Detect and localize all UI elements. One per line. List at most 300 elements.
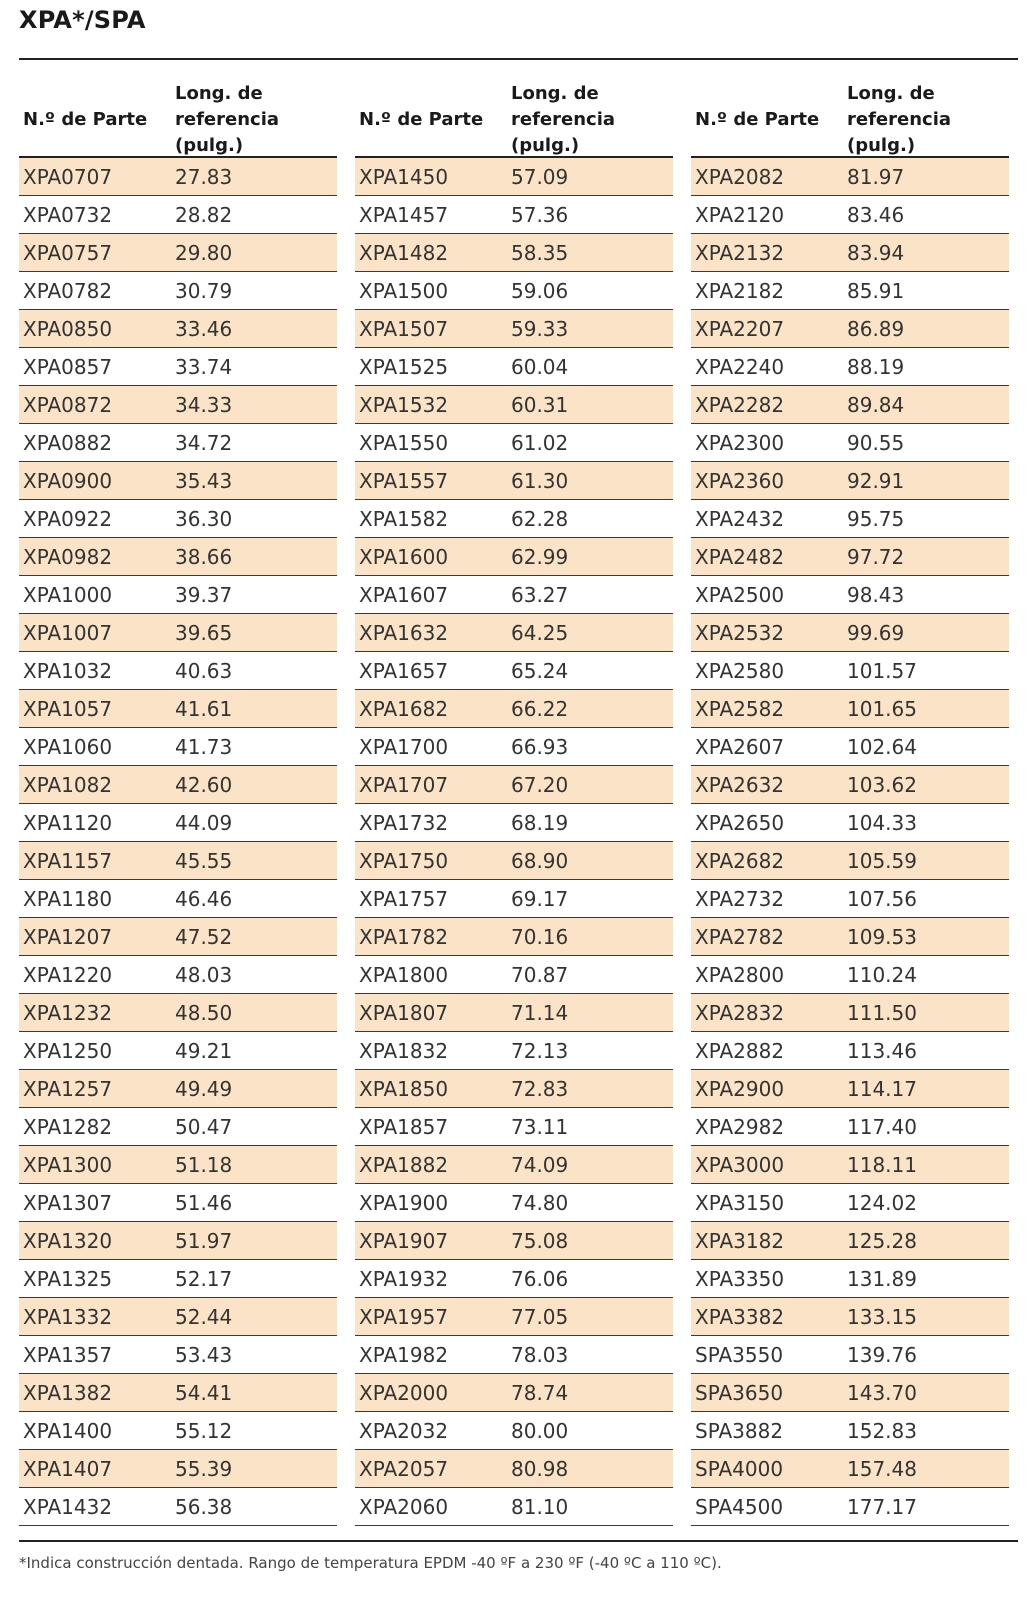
reference-length-cell: 59.33 [511,316,569,341]
reference-length-cell: 118.11 [847,1152,917,1177]
table-row [355,538,673,576]
parts-table-2 [355,84,673,1526]
part-number-cell: XPA1232 [23,1000,113,1025]
reference-length-cell: 34.72 [175,430,233,455]
part-number-cell: XPA1982 [359,1342,449,1367]
table-row [19,728,337,766]
table-row [19,956,337,994]
part-number-cell: SPA3650 [695,1380,784,1405]
table-row [691,386,1009,424]
part-number-cell: XPA1325 [23,1266,113,1291]
part-number-cell: XPA2282 [695,392,785,417]
part-number-cell: XPA1782 [359,924,449,949]
reference-length-cell: 75.08 [511,1228,569,1253]
reference-length-cell: 105.59 [847,848,917,873]
part-number-cell: XPA2832 [695,1000,785,1025]
header-part-number: N.º de Parte [359,109,484,130]
table-row [691,1146,1009,1184]
table-header [691,84,1009,158]
part-number-cell: XPA1257 [23,1076,113,1101]
reference-length-cell: 77.05 [511,1304,569,1329]
reference-length-cell: 53.43 [175,1342,233,1367]
table-row [355,1108,673,1146]
reference-length-cell: 49.49 [175,1076,233,1101]
table-row [19,842,337,880]
part-number-cell: XPA2120 [695,202,785,227]
part-number-cell: XPA1450 [359,164,449,189]
reference-length-cell: 74.80 [511,1190,569,1215]
part-number-cell: XPA1382 [23,1380,113,1405]
part-number-cell: XPA1082 [23,772,113,797]
reference-length-cell: 86.89 [847,316,905,341]
table-row [355,1412,673,1450]
part-number-cell: XPA0850 [23,316,113,341]
reference-length-cell: 139.76 [847,1342,917,1367]
table-row [19,1032,337,1070]
part-number-cell: XPA1807 [359,1000,449,1025]
part-number-cell: XPA0782 [23,278,113,303]
table-row [355,234,673,272]
table-row [19,1260,337,1298]
reference-length-cell: 113.46 [847,1038,917,1063]
table-row [691,1412,1009,1450]
table-row [355,158,673,196]
reference-length-cell: 71.14 [511,1000,569,1025]
table-row [355,1336,673,1374]
part-number-cell: XPA2650 [695,810,785,835]
reference-length-cell: 42.60 [175,772,233,797]
reference-length-cell: 80.00 [511,1418,569,1443]
header-length-line2: referencia (pulg.) [847,109,952,156]
part-number-cell: XPA1332 [23,1304,113,1329]
part-number-cell: SPA3882 [695,1418,784,1443]
table-row [691,1450,1009,1488]
table-row [19,462,337,500]
reference-length-cell: 68.90 [511,848,569,873]
part-number-cell: XPA1732 [359,810,449,835]
part-number-cell: XPA1525 [359,354,449,379]
part-number-cell: XPA3000 [695,1152,785,1177]
header-reference-length [511,84,673,156]
reference-length-cell: 49.21 [175,1038,233,1063]
table-row [19,652,337,690]
reference-length-cell: 66.93 [511,734,569,759]
reference-length-cell: 72.83 [511,1076,569,1101]
reference-length-cell: 99.69 [847,620,905,645]
part-number-cell: XPA3382 [695,1304,785,1329]
part-number-cell: XPA1957 [359,1304,449,1329]
table-row [355,386,673,424]
reference-length-cell: 68.19 [511,810,569,835]
table-row [355,1488,673,1526]
part-number-cell: XPA2900 [695,1076,785,1101]
part-number-cell: XPA1300 [23,1152,113,1177]
table-row [691,348,1009,386]
reference-length-cell: 45.55 [175,848,233,873]
reference-length-cell: 41.73 [175,734,233,759]
reference-length-cell: 52.17 [175,1266,233,1291]
reference-length-cell: 33.74 [175,354,233,379]
part-number-cell: XPA2982 [695,1114,785,1139]
table-row [19,348,337,386]
reference-length-cell: 50.47 [175,1114,233,1139]
part-number-cell: XPA1582 [359,506,449,531]
table-row [691,1374,1009,1412]
part-number-cell: XPA1207 [23,924,113,949]
table-row [691,956,1009,994]
header-length-line1: Long. de [847,83,935,104]
part-number-cell: XPA1007 [23,620,113,645]
part-number-cell: XPA0732 [23,202,113,227]
reference-length-cell: 39.37 [175,582,233,607]
part-number-cell: XPA1180 [23,886,113,911]
part-number-cell: XPA2057 [359,1456,449,1481]
table-row [355,424,673,462]
reference-length-cell: 61.02 [511,430,569,455]
table-row [355,1374,673,1412]
reference-length-cell: 74.09 [511,1152,569,1177]
reference-length-cell: 103.62 [847,772,917,797]
table-row [19,880,337,918]
reference-length-cell: 89.84 [847,392,905,417]
table-row [691,918,1009,956]
reference-length-cell: 125.28 [847,1228,917,1253]
reference-length-cell: 29.80 [175,240,233,265]
table-row [19,576,337,614]
reference-length-cell: 88.19 [847,354,905,379]
part-number-cell: XPA2682 [695,848,785,873]
table-row [19,1298,337,1336]
table-header [355,84,673,158]
table-row [691,1488,1009,1526]
part-number-cell: XPA1532 [359,392,449,417]
reference-length-cell: 62.99 [511,544,569,569]
reference-length-cell: 104.33 [847,810,917,835]
reference-length-cell: 157.48 [847,1456,917,1481]
part-number-cell: XPA1432 [23,1494,113,1519]
part-number-cell: XPA2000 [359,1380,449,1405]
reference-length-cell: 73.11 [511,1114,569,1139]
table-row [691,1108,1009,1146]
table-row [691,538,1009,576]
table-row [355,196,673,234]
table-row [19,690,337,728]
table-row [691,842,1009,880]
part-number-cell: XPA2207 [695,316,785,341]
part-number-cell: XPA3182 [695,1228,785,1253]
table-row [19,1146,337,1184]
table-row [691,1032,1009,1070]
table-row [691,1184,1009,1222]
part-number-cell: XPA2482 [695,544,785,569]
part-number-cell: XPA1882 [359,1152,449,1177]
reference-length-cell: 109.53 [847,924,917,949]
table-row [355,956,673,994]
reference-length-cell: 56.38 [175,1494,233,1519]
reference-length-cell: 60.04 [511,354,569,379]
table-row [19,918,337,956]
part-number-cell: XPA1657 [359,658,449,683]
reference-length-cell: 44.09 [175,810,233,835]
reference-length-cell: 81.97 [847,164,905,189]
part-number-cell: XPA1407 [23,1456,113,1481]
header-length-line1: Long. de [175,83,263,104]
reference-length-cell: 51.97 [175,1228,233,1253]
reference-length-cell: 67.20 [511,772,569,797]
part-number-cell: XPA1457 [359,202,449,227]
part-number-cell: XPA1000 [23,582,113,607]
part-number-cell: XPA2240 [695,354,785,379]
part-number-cell: XPA1482 [359,240,449,265]
part-number-cell: XPA1550 [359,430,449,455]
part-number-cell: XPA2782 [695,924,785,949]
table-row [691,690,1009,728]
part-number-cell: XPA1707 [359,772,449,797]
part-number-cell: XPA0872 [23,392,113,417]
reference-length-cell: 101.65 [847,696,917,721]
footnote: *Indica construcción dentada. Rango de temperatura EPDM -40 ºF a 230 ºF (-40 ºC a 110 ºC). [19,1554,722,1572]
table-row [19,1222,337,1260]
part-number-cell: XPA2132 [695,240,785,265]
table-row [355,462,673,500]
table-row [691,880,1009,918]
reference-length-cell: 61.30 [511,468,569,493]
reference-length-cell: 92.91 [847,468,905,493]
part-number-cell: XPA2607 [695,734,785,759]
reference-length-cell: 133.15 [847,1304,917,1329]
reference-length-cell: 57.09 [511,164,569,189]
reference-length-cell: 85.91 [847,278,905,303]
part-number-cell: XPA1307 [23,1190,113,1215]
reference-length-cell: 35.43 [175,468,233,493]
reference-length-cell: 34.33 [175,392,233,417]
table-row [691,804,1009,842]
table-row [19,386,337,424]
part-number-cell: XPA1557 [359,468,449,493]
reference-length-cell: 64.25 [511,620,569,645]
part-number-cell: XPA1932 [359,1266,449,1291]
part-number-cell: XPA1060 [23,734,113,759]
reference-length-cell: 59.06 [511,278,569,303]
header-reference-length [847,84,1009,156]
reference-length-cell: 55.12 [175,1418,233,1443]
part-number-cell: XPA1750 [359,848,449,873]
table-row [355,842,673,880]
part-number-cell: XPA2300 [695,430,785,455]
part-number-cell: XPA2060 [359,1494,449,1519]
table-row [19,994,337,1032]
reference-length-cell: 63.27 [511,582,569,607]
table-row [19,1488,337,1526]
reference-length-cell: 54.41 [175,1380,233,1405]
table-row [355,348,673,386]
reference-length-cell: 80.98 [511,1456,569,1481]
part-number-cell: SPA4000 [695,1456,784,1481]
parts-table-1 [19,84,337,1526]
reference-length-cell: 55.39 [175,1456,233,1481]
part-number-cell: XPA2582 [695,696,785,721]
reference-length-cell: 76.06 [511,1266,569,1291]
table-row [355,614,673,652]
part-number-cell: XPA1607 [359,582,449,607]
reference-length-cell: 62.28 [511,506,569,531]
reference-length-cell: 114.17 [847,1076,917,1101]
part-number-cell: XPA1800 [359,962,449,987]
reference-length-cell: 27.83 [175,164,233,189]
table-row [691,196,1009,234]
reference-length-cell: 83.46 [847,202,905,227]
part-number-cell: XPA2182 [695,278,785,303]
part-number-cell: SPA4500 [695,1494,784,1519]
reference-length-cell: 58.35 [511,240,569,265]
table-row [691,994,1009,1032]
table-header [19,84,337,158]
reference-length-cell: 65.24 [511,658,569,683]
table-row [19,1184,337,1222]
part-number-cell: XPA1120 [23,810,113,835]
part-number-cell: XPA0922 [23,506,113,531]
part-number-cell: SPA3550 [695,1342,784,1367]
table-row [691,462,1009,500]
part-number-cell: XPA2360 [695,468,785,493]
part-number-cell: XPA3350 [695,1266,785,1291]
table-row [355,728,673,766]
parts-table-3 [691,84,1009,1526]
reference-length-cell: 48.03 [175,962,233,987]
reference-length-cell: 38.66 [175,544,233,569]
reference-length-cell: 51.46 [175,1190,233,1215]
table-row [691,234,1009,272]
table-row [691,310,1009,348]
part-number-cell: XPA1600 [359,544,449,569]
table-row [19,1374,337,1412]
table-row [19,234,337,272]
part-number-cell: XPA1400 [23,1418,113,1443]
header-part-number: N.º de Parte [23,109,148,130]
table-row [19,614,337,652]
table-row [19,158,337,196]
table-row [355,652,673,690]
table-row [691,424,1009,462]
reference-length-cell: 124.02 [847,1190,917,1215]
reference-length-cell: 107.56 [847,886,917,911]
part-number-cell: XPA1832 [359,1038,449,1063]
part-number-cell: XPA1220 [23,962,113,987]
part-number-cell: XPA2580 [695,658,785,683]
part-number-cell: XPA0707 [23,164,113,189]
part-number-cell: XPA2532 [695,620,785,645]
reference-length-cell: 28.82 [175,202,233,227]
page-title: XPA*/SPA [19,6,146,34]
part-number-cell: XPA2632 [695,772,785,797]
table-row [355,690,673,728]
header-length-line1: Long. de [511,83,599,104]
table-row [691,766,1009,804]
reference-length-cell: 47.52 [175,924,233,949]
table-row [355,1070,673,1108]
reference-length-cell: 117.40 [847,1114,917,1139]
part-number-cell: XPA2432 [695,506,785,531]
reference-length-cell: 83.94 [847,240,905,265]
part-number-cell: XPA1282 [23,1114,113,1139]
table-row [355,272,673,310]
header-reference-length [175,84,337,156]
table-row [355,994,673,1032]
header-part-number: N.º de Parte [695,109,820,130]
table-row [691,1336,1009,1374]
bottom-divider [19,1540,1018,1542]
part-number-cell: XPA3150 [695,1190,785,1215]
table-row [19,1450,337,1488]
reference-length-cell: 48.50 [175,1000,233,1025]
table-row [691,1222,1009,1260]
table-row [19,766,337,804]
table-row [355,918,673,956]
table-row [19,310,337,348]
part-number-cell: XPA1907 [359,1228,449,1253]
reference-length-cell: 69.17 [511,886,569,911]
part-number-cell: XPA1032 [23,658,113,683]
reference-length-cell: 102.64 [847,734,917,759]
table-row [355,310,673,348]
part-number-cell: XPA1320 [23,1228,113,1253]
reference-length-cell: 81.10 [511,1494,569,1519]
table-row [355,500,673,538]
reference-length-cell: 111.50 [847,1000,917,1025]
table-row [19,538,337,576]
part-number-cell: XPA1757 [359,886,449,911]
reference-length-cell: 152.83 [847,1418,917,1443]
reference-length-cell: 40.63 [175,658,233,683]
table-row [19,500,337,538]
part-number-cell: XPA0757 [23,240,113,265]
part-number-cell: XPA2800 [695,962,785,987]
part-number-cell: XPA2732 [695,886,785,911]
part-number-cell: XPA1632 [359,620,449,645]
reference-length-cell: 72.13 [511,1038,569,1063]
reference-length-cell: 143.70 [847,1380,917,1405]
table-row [691,1070,1009,1108]
reference-length-cell: 57.36 [511,202,569,227]
part-number-cell: XPA1850 [359,1076,449,1101]
reference-length-cell: 36.30 [175,506,233,531]
table-row [355,1298,673,1336]
header-length-line2: referencia (pulg.) [511,109,616,156]
table-row [19,1336,337,1374]
part-number-cell: XPA2032 [359,1418,449,1443]
reference-length-cell: 39.65 [175,620,233,645]
part-number-cell: XPA1682 [359,696,449,721]
table-row [355,766,673,804]
header-length-line2: referencia (pulg.) [175,109,280,156]
reference-length-cell: 95.75 [847,506,905,531]
part-number-cell: XPA1157 [23,848,113,873]
table-row [19,196,337,234]
reference-length-cell: 41.61 [175,696,233,721]
table-row [19,804,337,842]
part-number-cell: XPA0857 [23,354,113,379]
table-row [691,272,1009,310]
reference-length-cell: 66.22 [511,696,569,721]
table-row [355,804,673,842]
part-number-cell: XPA2500 [695,582,785,607]
table-row [19,1108,337,1146]
table-row [691,500,1009,538]
table-row [355,1450,673,1488]
table-row [691,158,1009,196]
reference-length-cell: 78.03 [511,1342,569,1367]
reference-length-cell: 46.46 [175,886,233,911]
